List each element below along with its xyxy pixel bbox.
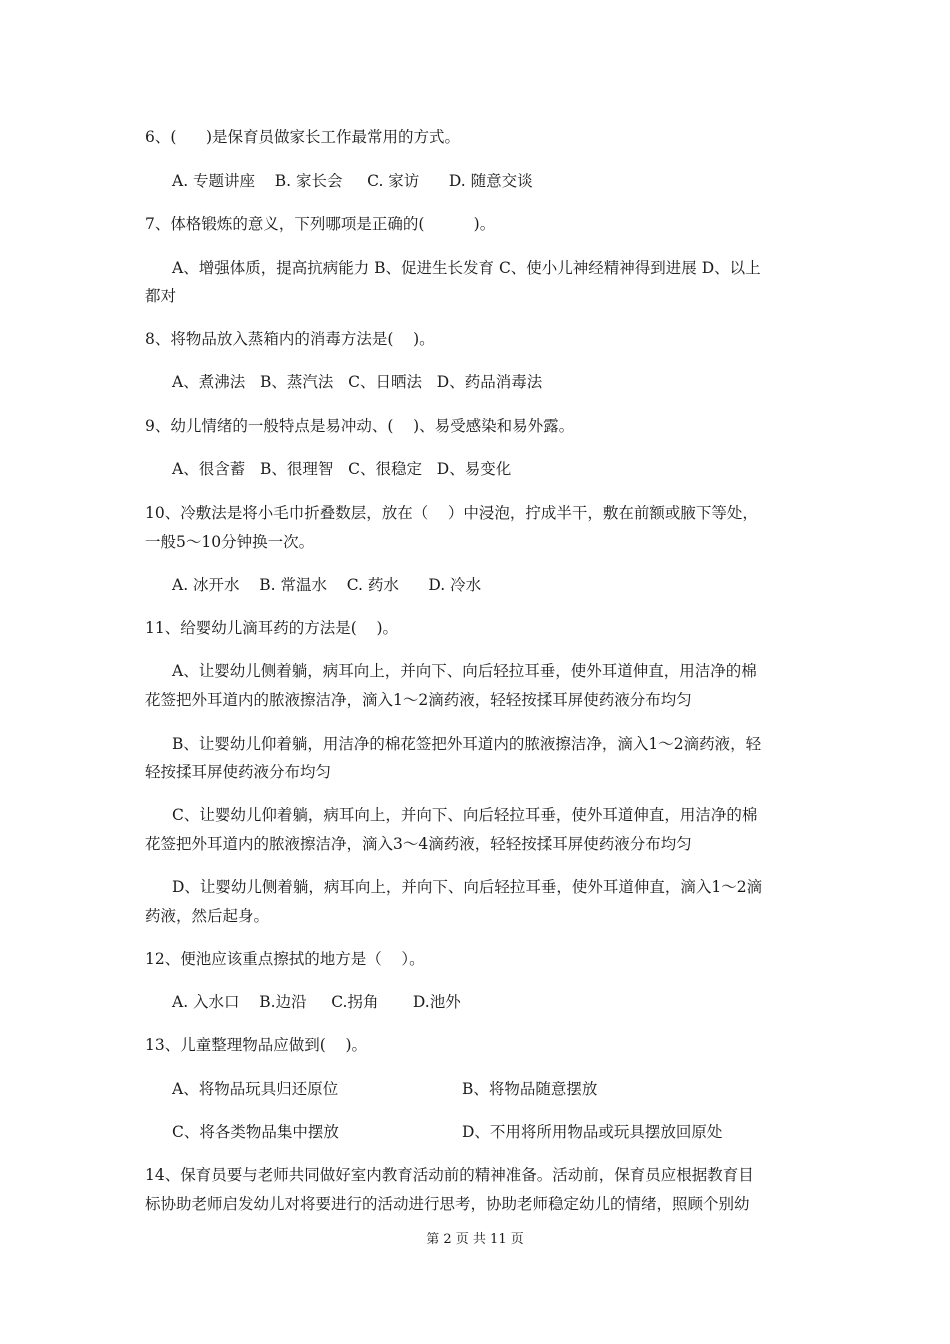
question-11-option-a-line1: A、让婴幼儿侧着躺，病耳向上，并向下、向后轻拉耳垂，使外耳道伸直，用洁净的棉 bbox=[172, 662, 757, 680]
question-6-stem: 6、( )是保育员做家长工作最常用的方式。 bbox=[145, 128, 461, 146]
question-13-option-b: B、将物品随意摆放 bbox=[462, 1080, 598, 1098]
question-10-stem-line2: 一般5～10分钟换一次。 bbox=[145, 533, 315, 551]
question-12-options: A. 入水口 B.边沿 C.拐角 D.池外 bbox=[172, 993, 461, 1011]
question-13-option-d: D、不用将所用物品或玩具摆放回原处 bbox=[462, 1123, 723, 1141]
question-14-stem-line1: 14、保育员要与老师共同做好室内教育活动前的精神准备。活动前，保育员应根据教育目 bbox=[145, 1166, 754, 1184]
question-11-option-d-line2: 药液，然后起身。 bbox=[145, 907, 270, 925]
question-8-stem: 8、将物品放入蒸箱内的消毒方法是( )。 bbox=[145, 330, 435, 348]
question-11-option-b-line2: 轻按揉耳屏使药液分布均匀 bbox=[145, 763, 332, 781]
question-7-stem: 7、体格锻炼的意义，下列哪项是正确的( )。 bbox=[145, 215, 496, 233]
page-number-footer: 第 2 页 共 11 页 bbox=[426, 1232, 524, 1247]
question-7-options-line2: 都对 bbox=[145, 287, 177, 305]
question-12-stem: 12、便池应该重点擦拭的地方是（ ）。 bbox=[145, 950, 425, 968]
question-11-option-a-line2: 花签把外耳道内的脓液擦洁净，滴入1～2滴药液，轻轻按揉耳屏使药液分布均匀 bbox=[145, 691, 692, 709]
question-11-option-d-line1: D、让婴幼儿侧着躺，病耳向上，并向下、向后轻拉耳垂，使外耳道伸直，滴入1～2滴 bbox=[172, 878, 763, 896]
question-8-options: A、煮沸法 B、蒸汽法 C、日晒法 D、药品消毒法 bbox=[172, 373, 543, 391]
question-10-stem-line1: 10、冷敷法是将小毛巾折叠数层，放在（ ）中浸泡，拧成半干，敷在前额或腋下等处， bbox=[145, 504, 758, 522]
question-13-stem: 13、儿童整理物品应做到( )。 bbox=[145, 1036, 368, 1054]
question-7-options-line1: A、增强体质，提高抗病能力 B、促进生长发育 C、使小儿神经精神得到进展 D、以上 bbox=[172, 259, 761, 277]
question-9-options: A、很含蓄 B、很理智 C、很稳定 D、易变化 bbox=[172, 460, 512, 478]
question-13-option-a: A、将物品玩具归还原位 bbox=[172, 1080, 339, 1098]
question-10-options: A. 冰开水 B. 常温水 C. 药水 D. 冷水 bbox=[172, 576, 482, 594]
question-6-options: A. 专题讲座 B. 家长会 C. 家访 D. 随意交谈 bbox=[172, 172, 533, 190]
question-9-stem: 9、幼儿情绪的一般特点是易冲动、( )、易受感染和易外露。 bbox=[145, 417, 575, 435]
question-11-option-c-line1: C、让婴幼儿仰着躺，病耳向上，并向下、向后轻拉耳垂，使外耳道伸直，用洁净的棉 bbox=[172, 806, 758, 824]
question-11-option-b-line1: B、让婴幼儿仰着躺，用洁净的棉花签把外耳道内的脓液擦洁净，滴入1～2滴药液，轻 bbox=[172, 735, 762, 753]
question-13-option-c: C、将各类物品集中摆放 bbox=[172, 1123, 339, 1141]
question-11-option-c-line2: 花签把外耳道内的脓液擦洁净，滴入3～4滴药液，轻轻按揉耳屏使药液分布均匀 bbox=[145, 835, 692, 853]
question-11-stem: 11、给婴幼儿滴耳药的方法是( )。 bbox=[145, 619, 399, 637]
question-14-stem-line2: 标协助老师启发幼儿对将要进行的活动进行思考，协助老师稳定幼儿的情绪，照顾个别幼 bbox=[145, 1195, 750, 1213]
